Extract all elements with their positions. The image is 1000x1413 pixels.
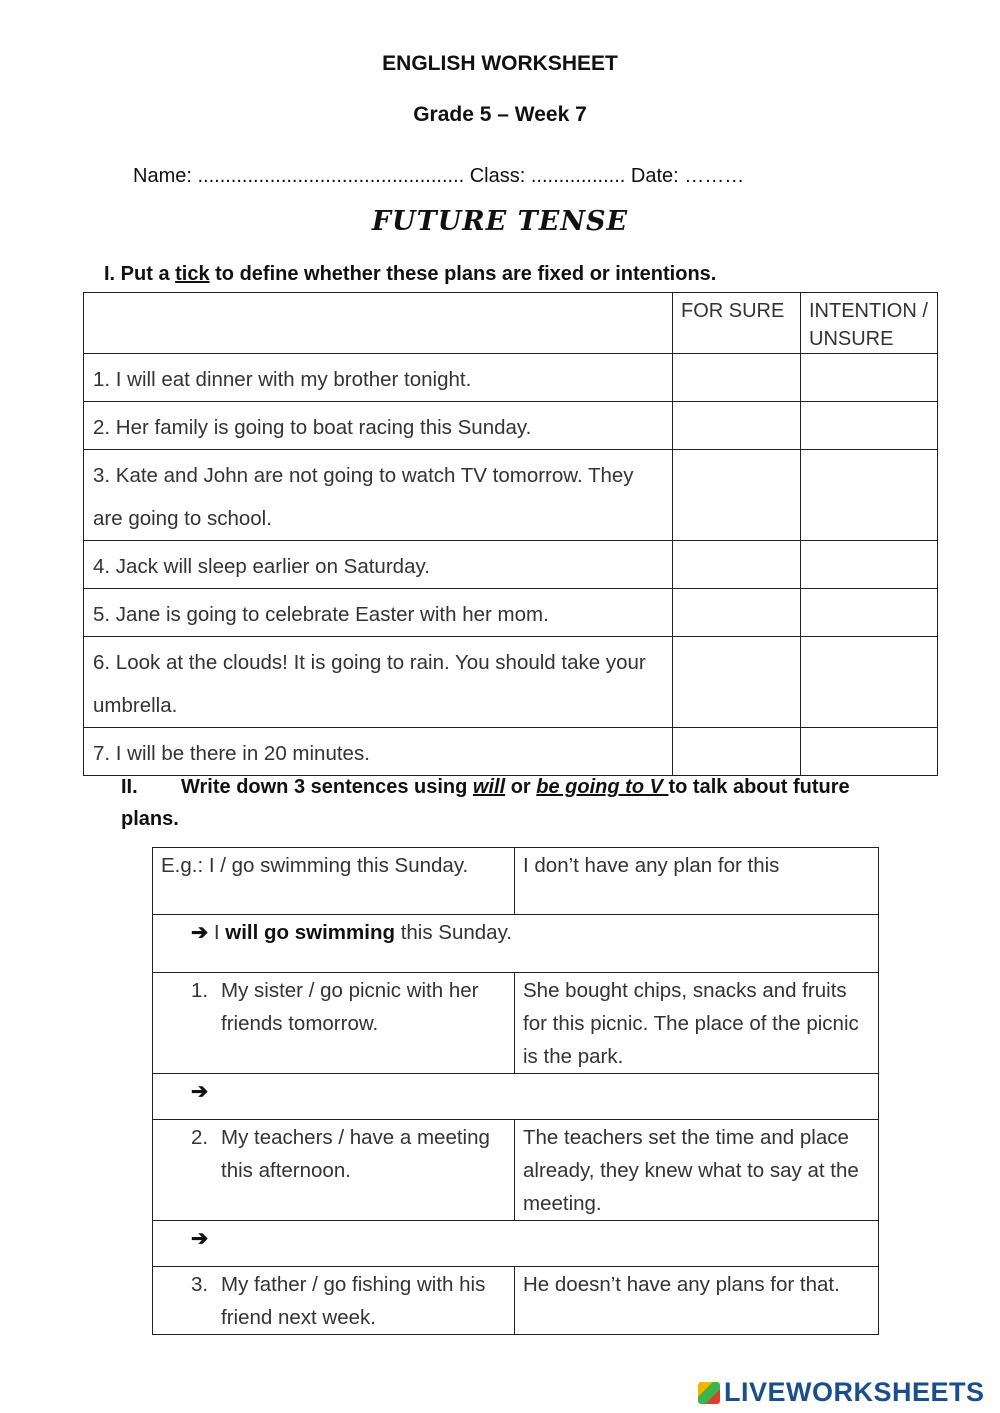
arrow-icon: ➔ bbox=[191, 921, 209, 944]
name-class-date-line: Name: ................................................ Class: ................. Date: ……… bbox=[133, 165, 745, 187]
for-sure-tick-cell[interactable] bbox=[673, 402, 801, 450]
header-intention: INTENTION / UNSURE bbox=[801, 293, 938, 354]
item-prompt-cell bbox=[153, 1267, 515, 1335]
section1-instruction bbox=[104, 263, 716, 286]
answer-pre: I bbox=[208, 921, 226, 944]
item-number: 3. bbox=[191, 1273, 209, 1296]
keyword-v: V bbox=[644, 776, 669, 798]
intention-tick-cell[interactable] bbox=[801, 354, 938, 402]
item-number: 1. bbox=[191, 979, 209, 1002]
sentence-table bbox=[152, 847, 879, 1335]
section2-text2: to talk about future plans. bbox=[121, 776, 850, 830]
keyword-will: will bbox=[472, 776, 506, 798]
sentence-cell: 1. I will eat dinner with my brother tonight. bbox=[84, 354, 673, 402]
item-row bbox=[153, 1267, 879, 1335]
section1-key: tick bbox=[175, 263, 210, 285]
arrow-icon: ➔ bbox=[191, 1227, 209, 1250]
example-prompt: E.g.: I / go swimming this Sunday. bbox=[153, 848, 515, 915]
arrow-icon: ➔ bbox=[191, 1080, 209, 1103]
sentence-cell: 7. I will be there in 20 minutes. bbox=[84, 728, 673, 776]
intention-tick-cell[interactable] bbox=[801, 402, 938, 450]
for-sure-tick-cell[interactable] bbox=[673, 589, 801, 637]
intention-tick-cell[interactable] bbox=[801, 637, 938, 728]
answer-bold: will go swimming bbox=[225, 921, 395, 944]
answer-row bbox=[153, 1221, 879, 1267]
header-for-sure: FOR SURE bbox=[673, 293, 801, 354]
intention-tick-cell[interactable] bbox=[801, 589, 938, 637]
tick-table bbox=[83, 292, 938, 776]
answer-cell[interactable] bbox=[153, 1221, 879, 1267]
grade-week: Grade 5 – Week 7 bbox=[413, 103, 587, 126]
item-context: The teachers set the time and place already, they knew what to say at the meeting. bbox=[515, 1120, 879, 1221]
keyword-be-going-to: be going to bbox=[536, 776, 645, 798]
header-blank-cell bbox=[84, 293, 673, 354]
liveworksheets-logo bbox=[698, 1377, 985, 1408]
for-sure-tick-cell[interactable] bbox=[673, 637, 801, 728]
item-prompt-cell bbox=[153, 973, 515, 1074]
section2-instruction bbox=[121, 771, 881, 835]
example-answer-row bbox=[153, 915, 879, 973]
table-row bbox=[84, 728, 938, 776]
table-row bbox=[84, 354, 938, 402]
for-sure-tick-cell[interactable] bbox=[673, 354, 801, 402]
item-prompt: My father / go fishing with his friend next week. bbox=[221, 1273, 486, 1329]
logo-text: LIVEWORKSHEETS bbox=[724, 1377, 985, 1407]
for-sure-tick-cell[interactable] bbox=[673, 541, 801, 589]
item-number: 2. bbox=[191, 1126, 209, 1149]
answer-cell[interactable] bbox=[153, 1074, 879, 1120]
logo-icon bbox=[698, 1382, 720, 1404]
table-row bbox=[84, 450, 938, 541]
table-row bbox=[84, 402, 938, 450]
item-row bbox=[153, 1120, 879, 1221]
topic-title: FUTURE TENSE bbox=[371, 206, 629, 237]
item-prompt: My teachers / have a meeting this afternoon. bbox=[221, 1126, 490, 1182]
sentence-cell: 3. Kate and John are not going to watch TV tomorrow. They are going to school. bbox=[84, 450, 673, 541]
table-row bbox=[84, 589, 938, 637]
for-sure-tick-cell[interactable] bbox=[673, 728, 801, 776]
section2-text1: Write down 3 sentences using bbox=[181, 776, 473, 798]
example-answer bbox=[153, 915, 879, 973]
table-row bbox=[84, 637, 938, 728]
for-sure-tick-cell[interactable] bbox=[673, 450, 801, 541]
table-header-row bbox=[84, 293, 938, 354]
item-context: She bought chips, snacks and fruits for this picnic. The place of the picnic is the park. bbox=[515, 973, 879, 1074]
section1-suffix: to define whether these plans are fixed or intentions. bbox=[209, 263, 717, 285]
section1-prefix: I. Put a bbox=[104, 263, 176, 285]
section2-or: or bbox=[505, 776, 537, 798]
sentence-cell: 6. Look at the clouds! It is going to rain. You should take your umbrella. bbox=[84, 637, 673, 728]
worksheet-title: ENGLISH WORKSHEET bbox=[382, 52, 618, 75]
item-prompt-cell bbox=[153, 1120, 515, 1221]
answer-post: this Sunday. bbox=[395, 921, 512, 944]
table-row bbox=[84, 541, 938, 589]
example-row bbox=[153, 848, 879, 915]
answer-row bbox=[153, 1074, 879, 1120]
item-prompt: My sister / go picnic with her friends tomorrow. bbox=[221, 979, 479, 1035]
example-context: I don’t have any plan for this bbox=[515, 848, 879, 915]
sentence-cell: 4. Jack will sleep earlier on Saturday. bbox=[84, 541, 673, 589]
intention-tick-cell[interactable] bbox=[801, 541, 938, 589]
intention-tick-cell[interactable] bbox=[801, 450, 938, 541]
item-context: He doesn’t have any plans for that. bbox=[515, 1267, 879, 1335]
section2-number: II. bbox=[121, 776, 138, 798]
intention-tick-cell[interactable] bbox=[801, 728, 938, 776]
item-row bbox=[153, 973, 879, 1074]
sentence-cell: 5. Jane is going to celebrate Easter with her mom. bbox=[84, 589, 673, 637]
sentence-cell: 2. Her family is going to boat racing this Sunday. bbox=[84, 402, 673, 450]
